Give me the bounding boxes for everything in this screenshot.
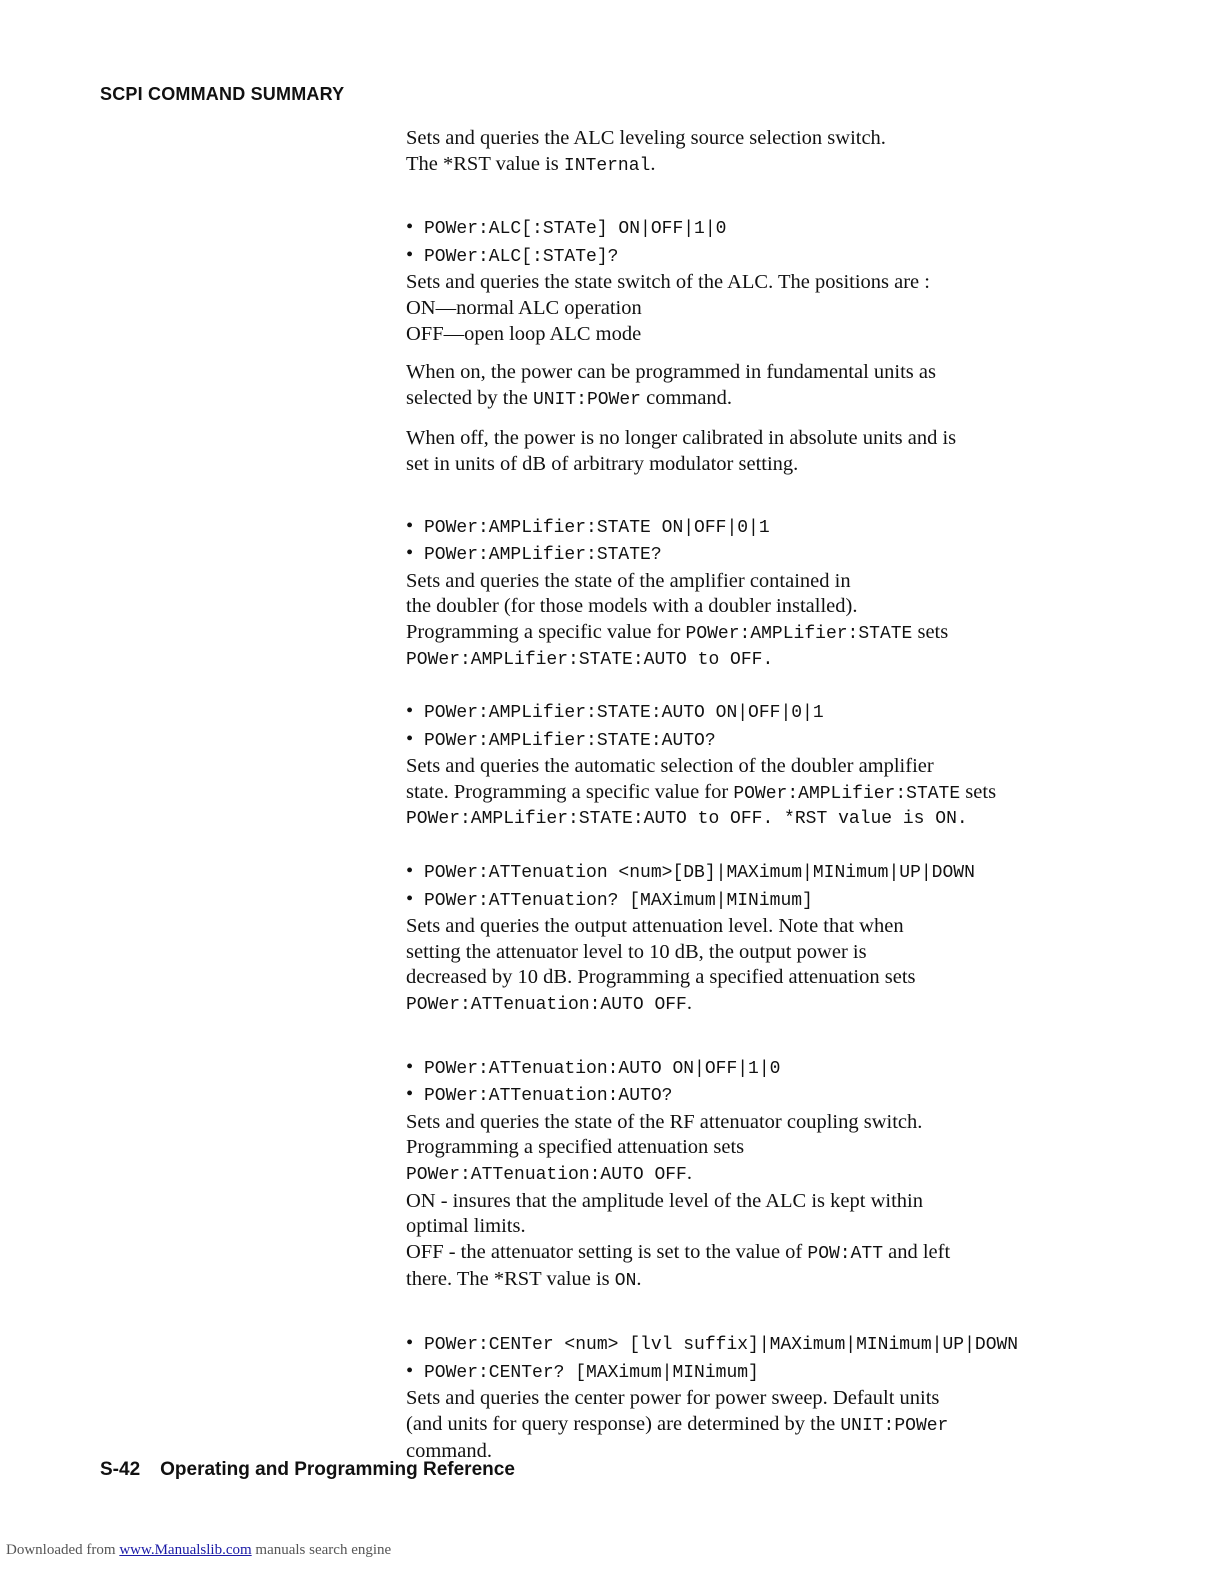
alc-on-paragraph-line2 bbox=[406, 386, 1086, 414]
text: Programming a specific value for bbox=[406, 620, 686, 643]
code-text: UNIT:POWer bbox=[532, 389, 641, 410]
text: OFF - the attenuator setting is set to the value of bbox=[406, 1240, 808, 1263]
amp-state-desc3 bbox=[406, 620, 1086, 648]
query-amp-auto bbox=[406, 727, 1086, 755]
att-desc3: decreased by 10 dB. Programming a specified attenuation sets bbox=[406, 966, 916, 989]
text: . bbox=[636, 1268, 642, 1291]
amp-state-desc1: Sets and queries the state of the amplifier contained in bbox=[406, 569, 851, 592]
text: state. Programming a specific value for bbox=[406, 780, 734, 803]
query-attenuation bbox=[406, 887, 1086, 915]
footer-title: Operating and Programming Reference bbox=[160, 1459, 515, 1480]
command-text: POWer:ATTenuation:AUTO ON|OFF|1|0 bbox=[424, 1058, 781, 1079]
att-auto-desc1: Sets and queries the state of the RF attenuator coupling switch. bbox=[406, 1110, 923, 1133]
query-text: POWer:AMPLifier:STATE? bbox=[424, 545, 662, 566]
amp-state-desc4: POWer:AMPLifier:STATE:AUTO to OFF. bbox=[406, 649, 774, 670]
att-auto-desc5: optimal limits. bbox=[406, 1215, 526, 1238]
command-center bbox=[406, 1331, 1086, 1359]
att-auto-desc7 bbox=[406, 1267, 1086, 1295]
command-attenuation-auto bbox=[406, 1055, 1086, 1083]
query-attenuation-auto bbox=[406, 1082, 1086, 1110]
rst-suffix: . bbox=[650, 152, 656, 175]
text: selected by the bbox=[406, 386, 533, 409]
text: and left bbox=[883, 1240, 951, 1263]
command-amp-auto bbox=[406, 699, 1086, 727]
alc-source-rst bbox=[406, 152, 1086, 180]
text: . bbox=[686, 992, 692, 1015]
text: . bbox=[686, 1162, 692, 1184]
query-text: POWer:AMPLifier:STATE:AUTO? bbox=[424, 730, 716, 751]
center-desc1: Sets and queries the center power for power sweep. Default units bbox=[406, 1387, 940, 1410]
att-auto-desc4: ON - insures that the amplitude level of the ALC is kept within bbox=[406, 1189, 923, 1212]
att-auto-desc3 bbox=[406, 1161, 1086, 1189]
main-content bbox=[406, 126, 1086, 1465]
rst-value: INTernal bbox=[563, 155, 651, 176]
command-text: POWer:ATTenuation <num>[DB]|MAXimum|MINimum|UP|DOWN bbox=[424, 863, 975, 884]
text: (and units for query response) are determined by the bbox=[406, 1412, 841, 1435]
alc-off-paragraph-line1: When off, the power is no longer calibrated in absolute units and is bbox=[406, 427, 957, 450]
code-text: POWer:ATTenuation:AUTO OFF bbox=[406, 1165, 687, 1185]
download-suffix: manuals search engine bbox=[251, 1542, 392, 1558]
download-prefix: Downloaded from bbox=[6, 1542, 120, 1558]
query-alc-state bbox=[406, 243, 1086, 271]
att-desc2: setting the attenuator level to 10 dB, the output power is bbox=[406, 940, 867, 963]
query-center bbox=[406, 1359, 1086, 1387]
att-desc1: Sets and queries the output attenuation level. Note that when bbox=[406, 915, 904, 938]
att-auto-desc2: Programming a specified attenuation sets bbox=[406, 1136, 745, 1159]
alc-state-desc: Sets and queries the state switch of the ALC. The positions are : bbox=[406, 271, 930, 294]
amp-auto-desc2 bbox=[406, 780, 1086, 808]
alc-source-desc: Sets and queries the ALC leveling source selection switch. bbox=[406, 127, 886, 149]
amp-state-desc2: the doubler (for those models with a doubler installed). bbox=[406, 595, 858, 618]
command-text: POWer:AMPLifier:STATE ON|OFF|0|1 bbox=[424, 517, 770, 538]
amp-auto-desc3: POWer:AMPLifier:STATE:AUTO to OFF. *RST value is ON. bbox=[406, 809, 968, 830]
query-text: POWer:ATTenuation? [MAXimum|MINimum] bbox=[424, 890, 813, 911]
amp-auto-desc1: Sets and queries the automatic selection of the doubler amplifier bbox=[406, 755, 934, 778]
text: command. bbox=[640, 386, 733, 409]
center-desc2 bbox=[406, 1412, 1086, 1440]
code-text: POWer:ATTenuation:AUTO OFF bbox=[406, 995, 687, 1016]
code-text: ON bbox=[614, 1271, 637, 1292]
command-amp-state bbox=[406, 514, 1086, 542]
center-desc3: command. bbox=[406, 1440, 492, 1463]
download-notice bbox=[6, 1542, 391, 1559]
alc-on-paragraph-line1: When on, the power can be programmed in fundamental units as bbox=[406, 361, 936, 384]
alc-state-on: ON—normal ALC operation bbox=[406, 296, 642, 319]
code-text: UNIT:POWer bbox=[840, 1415, 949, 1436]
att-auto-desc6 bbox=[406, 1240, 1086, 1268]
alc-off-paragraph-line2: set in units of dB of arbitrary modulator setting. bbox=[406, 452, 799, 475]
page-footer bbox=[100, 1459, 515, 1481]
code-text: POW:ATT bbox=[807, 1243, 884, 1264]
code-text: POWer:AMPLifier:STATE bbox=[733, 783, 961, 804]
code-text: POWer:AMPLifier:STATE bbox=[685, 623, 913, 644]
command-attenuation bbox=[406, 859, 1086, 887]
query-text: POWer:CENTer? [MAXimum|MINimum] bbox=[424, 1362, 759, 1383]
alc-state-off: OFF—open loop ALC mode bbox=[406, 322, 642, 345]
query-text: POWer:ATTenuation:AUTO? bbox=[424, 1086, 673, 1107]
text: there. The *RST value is bbox=[406, 1268, 615, 1291]
page-header: SCPI COMMAND SUMMARY bbox=[100, 84, 345, 104]
command-text: POWer:CENTer <num> [lvl suffix]|MAXimum|MINimum|UP|DOWN bbox=[424, 1334, 1019, 1355]
att-desc4 bbox=[406, 991, 1086, 1019]
page-number: S-42 bbox=[100, 1459, 141, 1480]
manualslib-link[interactable]: www.Manualslib.com bbox=[119, 1542, 252, 1558]
command-text: POWer:AMPLifier:STATE:AUTO ON|OFF|0|1 bbox=[424, 703, 824, 724]
text: sets bbox=[912, 620, 949, 643]
query-amp-state bbox=[406, 541, 1086, 569]
text: sets bbox=[960, 780, 997, 803]
query-text: POWer:ALC[:STATe]? bbox=[424, 246, 619, 267]
command-text: POWer:ALC[:STATe] ON|OFF|1|0 bbox=[424, 219, 727, 240]
command-alc-state bbox=[406, 215, 1086, 243]
rst-prefix: The *RST value is bbox=[406, 152, 564, 175]
